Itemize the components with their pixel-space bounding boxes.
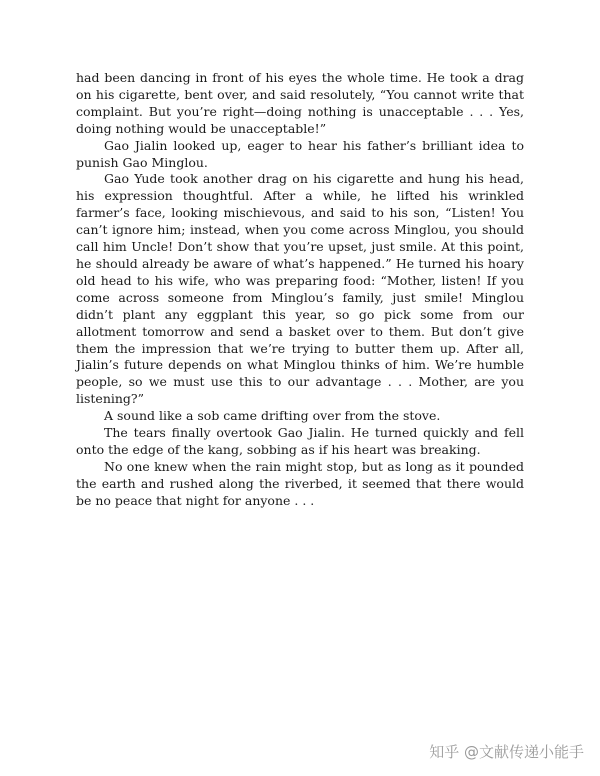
body-text [76, 70, 524, 510]
paragraph-2: Gao Jialin looked up, eager to hear his father’s brilliant idea to punish Gao Minglou. [76, 137, 524, 170]
paragraph-1: had been dancing in front of his eyes the whole time. He took a drag on his cigarette, bent over, and said resolutely, “You cannot write that complaint. But you’re right—doing nothing is unacceptable . . . Yes, doing nothing would be unacceptable!” [76, 70, 524, 136]
paragraph-6: No one knew when the rain might stop, but as long as it pounded the earth and rushed along the riverbed, it seemed that there would be no peace that night for anyone . . . [76, 458, 524, 508]
paragraph-3: Gao Yude took another drag on his cigarette and hung his head, his expression thoughtful. After a while, he lifted his wrinkled farmer’s face, looking mischievous, and said to his son, “Listen! You can’t ignore him; instead, when you come across Minglou, you should call him Uncle! Don’t show that you’re upset, just smile. At this point, he should already be aware of what’s happened.” He turned his hoary old head to his wife, who was preparing food: “Mother, listen! If you come across someone from Minglou’s family, just smile! Minglou didn’t plant any eggplant this year, so go pick some from our allotment tomorrow and send a basket over to them. But don’t give them the impression that we’re trying to butter them up. After all, Jialin’s future depends on what Minglou thinks of him. We’re humble people, so we must use this to our advantage . . . Mother, are you listening?” [76, 171, 524, 407]
paragraph-5: The tears finally overtook Gao Jialin. He turned quickly and fell onto the edge of the kang, sobbing as if his heart was breaking. [76, 425, 524, 457]
paragraph-4: A sound like a sob came drifting over from the stove. [104, 408, 441, 424]
zhihu-watermark: 知乎 @文献传递小能手 [429, 743, 584, 761]
